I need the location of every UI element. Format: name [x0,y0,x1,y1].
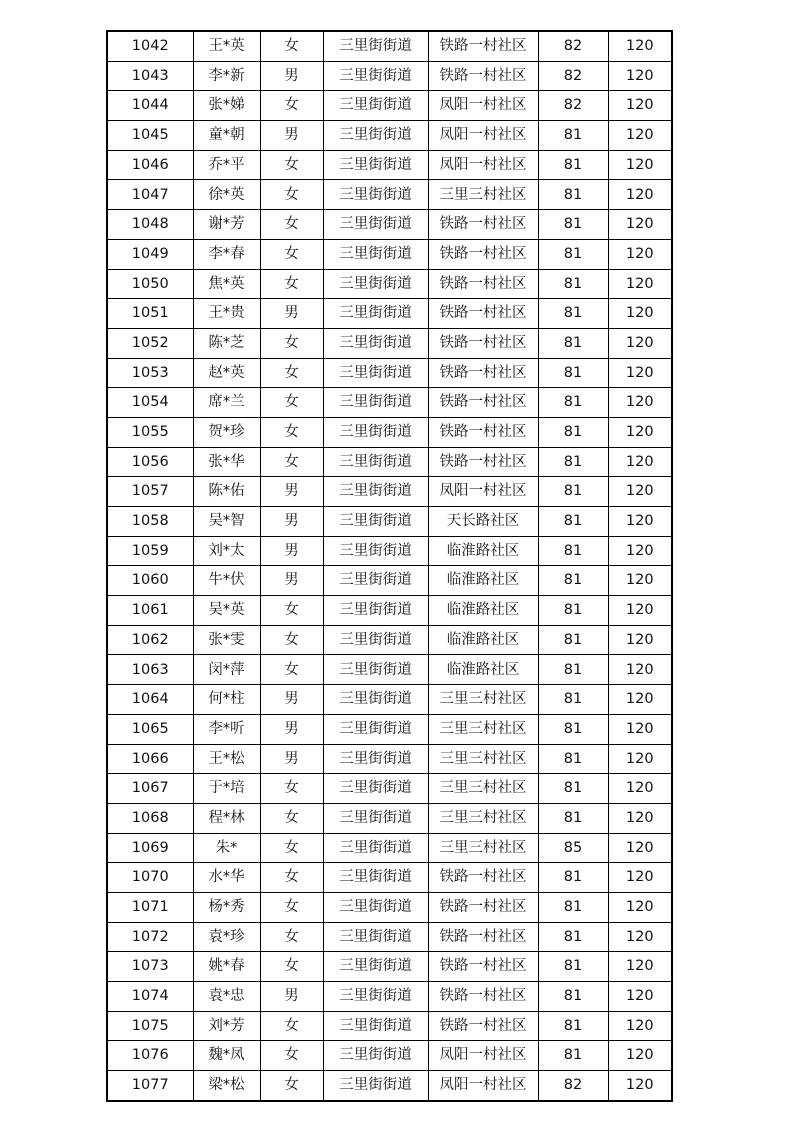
cell-street: 三里街街道 [323,1071,428,1101]
cell-name: 张*华 [193,447,260,477]
cell-gender: 女 [260,150,323,180]
cell-age: 81 [538,952,608,982]
cell-amount: 120 [608,91,672,121]
table-row [107,91,672,121]
cell-street: 三里街街道 [323,536,428,566]
cell-street: 三里街街道 [323,328,428,358]
cell-age: 81 [538,507,608,537]
table-row [107,210,672,240]
cell-amount: 120 [608,536,672,566]
cell-community: 天长路社区 [428,507,538,537]
cell-street: 三里街街道 [323,447,428,477]
cell-age: 81 [538,1041,608,1071]
cell-amount: 120 [608,1071,672,1101]
table-row [107,1041,672,1071]
cell-community: 三里三村社区 [428,714,538,744]
cell-age: 81 [538,180,608,210]
table-row [107,507,672,537]
cell-age: 81 [538,922,608,952]
cell-amount: 120 [608,299,672,329]
cell-serial-number: 1074 [107,982,193,1012]
cell-gender: 女 [260,833,323,863]
cell-street: 三里街街道 [323,1011,428,1041]
table-row [107,239,672,269]
table-row [107,150,672,180]
cell-community: 铁路一村社区 [428,982,538,1012]
cell-name: 王*贵 [193,299,260,329]
cell-community: 凤阳一村社区 [428,477,538,507]
cell-serial-number: 1055 [107,417,193,447]
cell-street: 三里街街道 [323,952,428,982]
table-row [107,655,672,685]
cell-gender: 女 [260,1011,323,1041]
cell-community: 铁路一村社区 [428,328,538,358]
cell-street: 三里街街道 [323,566,428,596]
cell-serial-number: 1073 [107,952,193,982]
cell-age: 81 [538,121,608,151]
cell-gender: 女 [260,91,323,121]
cell-amount: 120 [608,61,672,91]
cell-amount: 120 [608,447,672,477]
cell-name: 吴*英 [193,596,260,626]
cell-age: 81 [538,714,608,744]
cell-serial-number: 1054 [107,388,193,418]
cell-gender: 女 [260,922,323,952]
table-row [107,536,672,566]
cell-age: 81 [538,685,608,715]
cell-gender: 男 [260,566,323,596]
cell-age: 81 [538,596,608,626]
cell-name: 吴*智 [193,507,260,537]
cell-street: 三里街街道 [323,477,428,507]
cell-community: 铁路一村社区 [428,1011,538,1041]
cell-community: 三里三村社区 [428,685,538,715]
cell-community: 临淮路社区 [428,536,538,566]
cell-amount: 120 [608,685,672,715]
cell-street: 三里街街道 [323,1041,428,1071]
cell-name: 牛*伏 [193,566,260,596]
cell-name: 陈*佑 [193,477,260,507]
cell-amount: 120 [608,863,672,893]
cell-serial-number: 1044 [107,91,193,121]
cell-street: 三里街街道 [323,982,428,1012]
table-row [107,31,672,61]
cell-serial-number: 1068 [107,803,193,833]
cell-street: 三里街街道 [323,922,428,952]
cell-gender: 男 [260,61,323,91]
cell-amount: 120 [608,892,672,922]
cell-serial-number: 1076 [107,1041,193,1071]
cell-gender: 女 [260,892,323,922]
cell-age: 81 [538,863,608,893]
cell-age: 81 [538,239,608,269]
cell-name: 张*雯 [193,625,260,655]
cell-name: 魏*凤 [193,1041,260,1071]
cell-community: 铁路一村社区 [428,388,538,418]
table-row [107,685,672,715]
cell-community: 铁路一村社区 [428,447,538,477]
table-row [107,774,672,804]
cell-street: 三里街街道 [323,833,428,863]
cell-name: 何*柱 [193,685,260,715]
cell-gender: 女 [260,210,323,240]
subsidy-roster-table [106,30,673,1102]
cell-community: 临淮路社区 [428,655,538,685]
cell-serial-number: 1045 [107,121,193,151]
cell-community: 凤阳一村社区 [428,1041,538,1071]
cell-name: 王*松 [193,744,260,774]
cell-amount: 120 [608,31,672,61]
table-row [107,180,672,210]
cell-community: 凤阳一村社区 [428,1071,538,1101]
cell-serial-number: 1067 [107,774,193,804]
cell-gender: 女 [260,803,323,833]
cell-serial-number: 1049 [107,239,193,269]
cell-name: 刘*太 [193,536,260,566]
cell-serial-number: 1070 [107,863,193,893]
cell-amount: 120 [608,1041,672,1071]
cell-community: 铁路一村社区 [428,417,538,447]
cell-amount: 120 [608,180,672,210]
cell-amount: 120 [608,417,672,447]
cell-age: 81 [538,803,608,833]
table-row [107,477,672,507]
document-page [106,30,671,1102]
cell-age: 81 [538,625,608,655]
cell-community: 铁路一村社区 [428,61,538,91]
cell-community: 临淮路社区 [428,596,538,626]
table-row [107,61,672,91]
table-row [107,1071,672,1101]
cell-serial-number: 1047 [107,180,193,210]
cell-serial-number: 1064 [107,685,193,715]
cell-age: 81 [538,477,608,507]
cell-community: 铁路一村社区 [428,31,538,61]
cell-gender: 女 [260,625,323,655]
cell-amount: 120 [608,328,672,358]
cell-serial-number: 1051 [107,299,193,329]
cell-amount: 120 [608,922,672,952]
cell-gender: 女 [260,180,323,210]
cell-street: 三里街街道 [323,863,428,893]
cell-amount: 120 [608,507,672,537]
cell-community: 铁路一村社区 [428,863,538,893]
cell-serial-number: 1056 [107,447,193,477]
cell-gender: 男 [260,744,323,774]
cell-amount: 120 [608,625,672,655]
cell-serial-number: 1053 [107,358,193,388]
cell-amount: 120 [608,477,672,507]
table-row [107,1011,672,1041]
table-row [107,714,672,744]
cell-name: 徐*英 [193,180,260,210]
cell-gender: 男 [260,507,323,537]
cell-street: 三里街街道 [323,61,428,91]
cell-name: 袁*忠 [193,982,260,1012]
cell-name: 王*英 [193,31,260,61]
cell-serial-number: 1058 [107,507,193,537]
cell-street: 三里街街道 [323,150,428,180]
table-row [107,299,672,329]
cell-amount: 120 [608,269,672,299]
cell-street: 三里街街道 [323,358,428,388]
cell-name: 朱* [193,833,260,863]
cell-community: 凤阳一村社区 [428,121,538,151]
cell-name: 陈*芝 [193,328,260,358]
cell-serial-number: 1077 [107,1071,193,1101]
cell-age: 81 [538,150,608,180]
cell-community: 铁路一村社区 [428,358,538,388]
cell-name: 童*朝 [193,121,260,151]
cell-serial-number: 1046 [107,150,193,180]
table-row [107,982,672,1012]
cell-amount: 120 [608,714,672,744]
table-row [107,892,672,922]
cell-age: 81 [538,982,608,1012]
cell-name: 闵*萍 [193,655,260,685]
table-row [107,833,672,863]
cell-community: 三里三村社区 [428,744,538,774]
cell-street: 三里街街道 [323,507,428,537]
cell-age: 82 [538,1071,608,1101]
cell-serial-number: 1066 [107,744,193,774]
cell-age: 82 [538,91,608,121]
cell-serial-number: 1059 [107,536,193,566]
cell-street: 三里街街道 [323,685,428,715]
table-row [107,952,672,982]
cell-community: 铁路一村社区 [428,922,538,952]
cell-amount: 120 [608,655,672,685]
cell-amount: 120 [608,239,672,269]
cell-gender: 女 [260,417,323,447]
cell-gender: 女 [260,774,323,804]
cell-community: 铁路一村社区 [428,239,538,269]
cell-age: 81 [538,388,608,418]
cell-serial-number: 1048 [107,210,193,240]
cell-amount: 120 [608,744,672,774]
cell-name: 杨*秀 [193,892,260,922]
cell-serial-number: 1043 [107,61,193,91]
table-row [107,744,672,774]
cell-serial-number: 1050 [107,269,193,299]
cell-gender: 女 [260,358,323,388]
cell-serial-number: 1057 [107,477,193,507]
cell-name: 李*新 [193,61,260,91]
cell-amount: 120 [608,952,672,982]
cell-amount: 120 [608,150,672,180]
cell-name: 席*兰 [193,388,260,418]
cell-gender: 女 [260,952,323,982]
cell-gender: 女 [260,31,323,61]
cell-street: 三里街街道 [323,417,428,447]
cell-community: 临淮路社区 [428,625,538,655]
table-row [107,922,672,952]
cell-street: 三里街街道 [323,774,428,804]
cell-age: 81 [538,744,608,774]
cell-age: 81 [538,417,608,447]
cell-gender: 女 [260,1041,323,1071]
cell-serial-number: 1075 [107,1011,193,1041]
cell-age: 81 [538,655,608,685]
cell-street: 三里街街道 [323,91,428,121]
cell-name: 于*培 [193,774,260,804]
table-row [107,566,672,596]
table-row [107,121,672,151]
table-row [107,447,672,477]
cell-age: 81 [538,892,608,922]
table-row [107,625,672,655]
cell-community: 三里三村社区 [428,803,538,833]
cell-name: 乔*平 [193,150,260,180]
cell-gender: 女 [260,388,323,418]
cell-gender: 女 [260,328,323,358]
cell-age: 81 [538,328,608,358]
cell-age: 81 [538,210,608,240]
cell-community: 凤阳一村社区 [428,150,538,180]
cell-street: 三里街街道 [323,596,428,626]
table-row [107,358,672,388]
cell-street: 三里街街道 [323,299,428,329]
table-row [107,863,672,893]
cell-serial-number: 1052 [107,328,193,358]
cell-gender: 男 [260,982,323,1012]
cell-name: 水*华 [193,863,260,893]
cell-street: 三里街街道 [323,269,428,299]
cell-street: 三里街街道 [323,803,428,833]
table-row [107,417,672,447]
cell-community: 三里三村社区 [428,180,538,210]
cell-community: 铁路一村社区 [428,210,538,240]
cell-amount: 120 [608,210,672,240]
cell-gender: 男 [260,121,323,151]
cell-age: 81 [538,299,608,329]
cell-gender: 女 [260,447,323,477]
cell-amount: 120 [608,833,672,863]
cell-street: 三里街街道 [323,892,428,922]
cell-serial-number: 1042 [107,31,193,61]
cell-serial-number: 1063 [107,655,193,685]
table-row [107,269,672,299]
cell-street: 三里街街道 [323,714,428,744]
cell-name: 袁*珍 [193,922,260,952]
cell-name: 张*娣 [193,91,260,121]
cell-amount: 120 [608,358,672,388]
cell-street: 三里街街道 [323,239,428,269]
cell-serial-number: 1065 [107,714,193,744]
cell-serial-number: 1069 [107,833,193,863]
cell-street: 三里街街道 [323,625,428,655]
cell-age: 81 [538,536,608,566]
cell-name: 姚*春 [193,952,260,982]
cell-amount: 120 [608,803,672,833]
cell-community: 凤阳一村社区 [428,91,538,121]
cell-amount: 120 [608,774,672,804]
cell-street: 三里街街道 [323,180,428,210]
cell-gender: 女 [260,1071,323,1101]
cell-name: 刘*芳 [193,1011,260,1041]
cell-age: 81 [538,447,608,477]
cell-community: 三里三村社区 [428,774,538,804]
cell-serial-number: 1061 [107,596,193,626]
cell-community: 三里三村社区 [428,833,538,863]
cell-community: 铁路一村社区 [428,952,538,982]
cell-name: 焦*英 [193,269,260,299]
cell-community: 铁路一村社区 [428,892,538,922]
cell-age: 81 [538,358,608,388]
cell-age: 81 [538,269,608,299]
cell-name: 程*林 [193,803,260,833]
cell-age: 81 [538,774,608,804]
cell-age: 81 [538,566,608,596]
table-row [107,388,672,418]
cell-gender: 女 [260,655,323,685]
cell-gender: 男 [260,299,323,329]
cell-gender: 男 [260,536,323,566]
cell-serial-number: 1060 [107,566,193,596]
cell-community: 铁路一村社区 [428,269,538,299]
cell-age: 81 [538,1011,608,1041]
cell-serial-number: 1062 [107,625,193,655]
cell-gender: 男 [260,685,323,715]
cell-name: 谢*芳 [193,210,260,240]
cell-amount: 120 [608,566,672,596]
cell-street: 三里街街道 [323,121,428,151]
cell-community: 临淮路社区 [428,566,538,596]
cell-age: 85 [538,833,608,863]
cell-gender: 女 [260,239,323,269]
cell-age: 82 [538,31,608,61]
cell-street: 三里街街道 [323,655,428,685]
cell-gender: 女 [260,863,323,893]
cell-name: 贺*珍 [193,417,260,447]
table-row [107,596,672,626]
table-row [107,803,672,833]
table-body [107,31,672,1101]
cell-serial-number: 1071 [107,892,193,922]
cell-amount: 120 [608,121,672,151]
cell-serial-number: 1072 [107,922,193,952]
cell-name: 李*听 [193,714,260,744]
cell-community: 铁路一村社区 [428,299,538,329]
cell-amount: 120 [608,1011,672,1041]
cell-street: 三里街街道 [323,210,428,240]
cell-street: 三里街街道 [323,388,428,418]
cell-gender: 男 [260,477,323,507]
cell-gender: 女 [260,269,323,299]
cell-street: 三里街街道 [323,31,428,61]
cell-gender: 男 [260,714,323,744]
cell-name: 李*春 [193,239,260,269]
table-row [107,328,672,358]
cell-age: 82 [538,61,608,91]
cell-street: 三里街街道 [323,744,428,774]
cell-amount: 120 [608,388,672,418]
cell-amount: 120 [608,982,672,1012]
cell-gender: 女 [260,596,323,626]
cell-name: 赵*英 [193,358,260,388]
cell-name: 梁*松 [193,1071,260,1101]
cell-amount: 120 [608,596,672,626]
